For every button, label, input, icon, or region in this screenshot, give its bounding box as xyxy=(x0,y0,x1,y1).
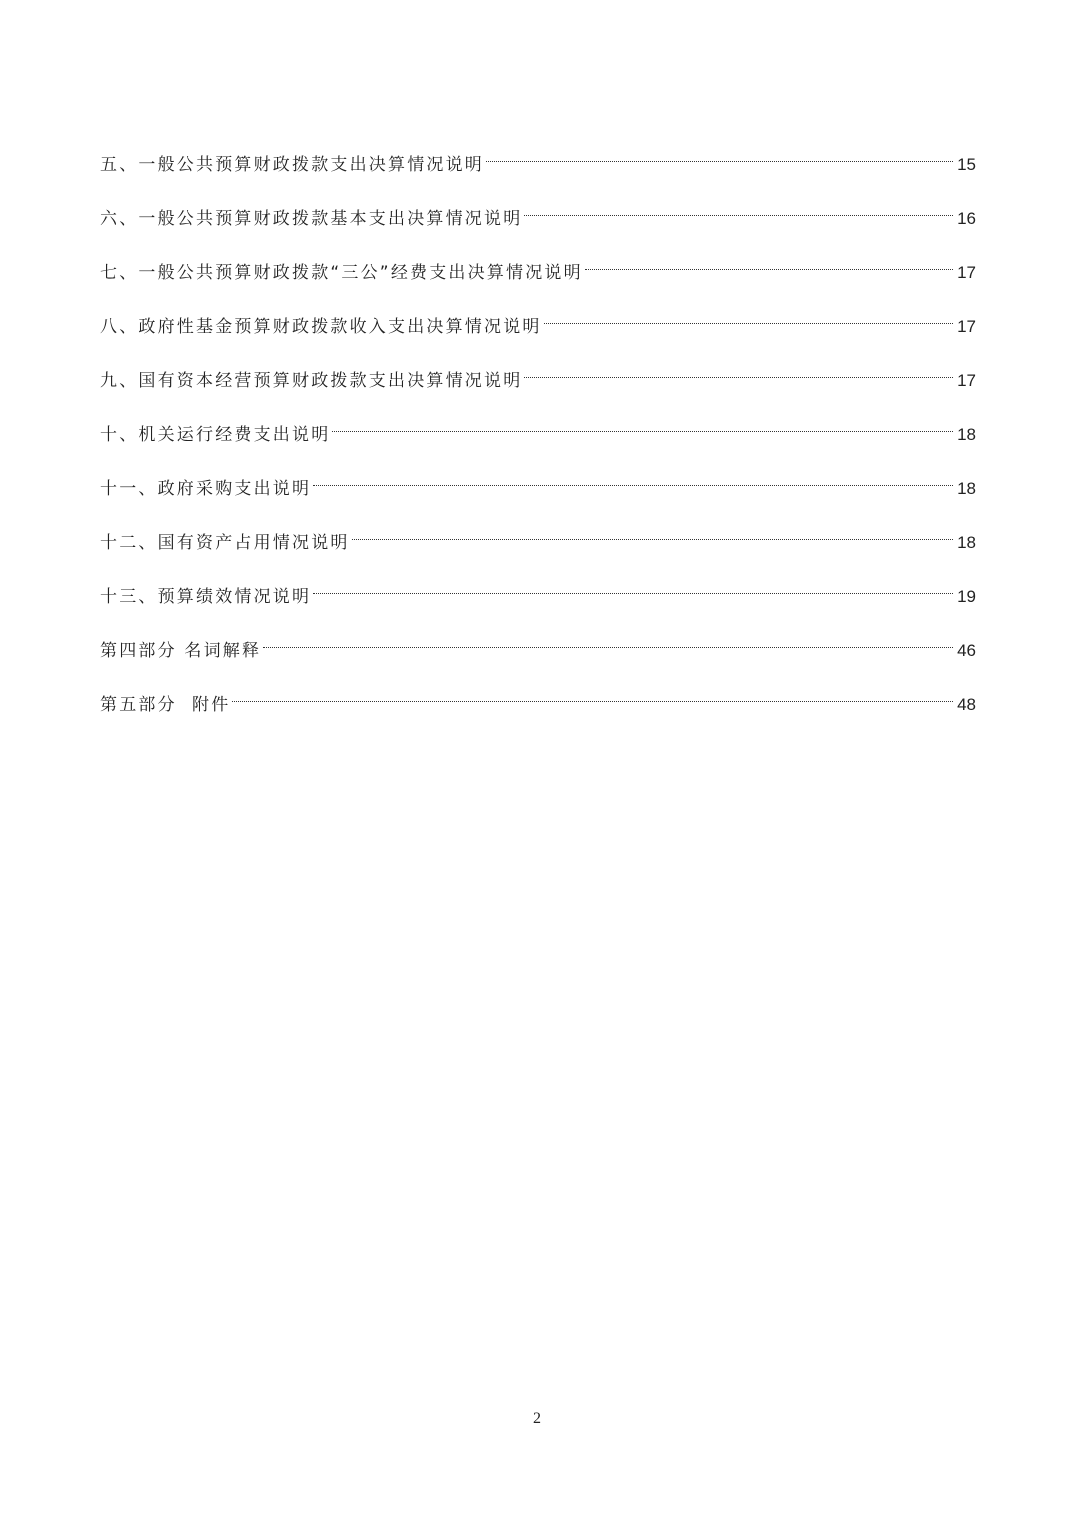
toc-entry-title: 十、机关运行经费支出说明 xyxy=(100,425,331,445)
toc-entry-title: 六、一般公共预算财政拨款基本支出决算情况说明 xyxy=(100,209,523,229)
toc-entry[interactable] xyxy=(100,514,976,568)
toc-dot-leader xyxy=(313,568,953,602)
toc-entry-page: 18 xyxy=(957,425,976,444)
toc-entry-title: 七、一般公共预算财政拨款“三公”经费支出决算情况说明 xyxy=(100,263,583,283)
toc-entry-title: 九、国有资本经营预算财政拨款支出决算情况说明 xyxy=(100,371,523,391)
toc-entry[interactable] xyxy=(100,190,976,244)
toc-entry-page: 17 xyxy=(957,371,976,390)
toc-entry-page: 17 xyxy=(957,263,976,282)
toc-entry-page: 15 xyxy=(957,155,976,174)
toc-dot-leader xyxy=(544,298,953,332)
toc-entry[interactable] xyxy=(100,136,976,190)
toc-entry-page: 46 xyxy=(957,641,976,660)
toc-entry[interactable] xyxy=(100,460,976,514)
toc-entry-title: 十一、政府采购支出说明 xyxy=(100,479,312,499)
toc-entry[interactable] xyxy=(100,298,976,352)
toc-entry-page: 18 xyxy=(957,533,976,552)
toc-entry-title: 第四部分 名词解释 xyxy=(100,641,262,661)
toc-entry-page: 48 xyxy=(957,695,976,714)
toc-entry[interactable] xyxy=(100,244,976,298)
toc-entry-title: 五、一般公共预算财政拨款支出决算情况说明 xyxy=(100,155,484,175)
toc-dot-leader xyxy=(232,676,953,710)
toc-entry[interactable] xyxy=(100,406,976,460)
toc-entry-page: 19 xyxy=(957,587,976,606)
table-of-contents xyxy=(100,136,976,730)
toc-dot-leader xyxy=(352,514,953,548)
toc-dot-leader xyxy=(313,460,953,494)
toc-entry-page: 16 xyxy=(957,209,976,228)
toc-entry-page: 17 xyxy=(957,317,976,336)
toc-dot-leader xyxy=(524,190,953,224)
toc-dot-leader xyxy=(332,406,953,440)
toc-dot-leader xyxy=(486,136,953,170)
toc-entry-title: 第五部分 附件 xyxy=(100,695,231,715)
toc-entry[interactable] xyxy=(100,676,976,730)
toc-entry[interactable] xyxy=(100,622,976,676)
toc-entry-title: 十二、国有资产占用情况说明 xyxy=(100,533,350,553)
toc-dot-leader xyxy=(263,622,953,656)
toc-entry-title: 十三、预算绩效情况说明 xyxy=(100,587,312,607)
toc-entry[interactable] xyxy=(100,352,976,406)
toc-entry-title: 八、政府性基金预算财政拨款收入支出决算情况说明 xyxy=(100,317,542,337)
toc-entry-page: 18 xyxy=(957,479,976,498)
toc-dot-leader xyxy=(585,244,953,278)
page-number: 2 xyxy=(533,1410,541,1427)
toc-dot-leader xyxy=(524,352,953,386)
toc-entry[interactable] xyxy=(100,568,976,622)
